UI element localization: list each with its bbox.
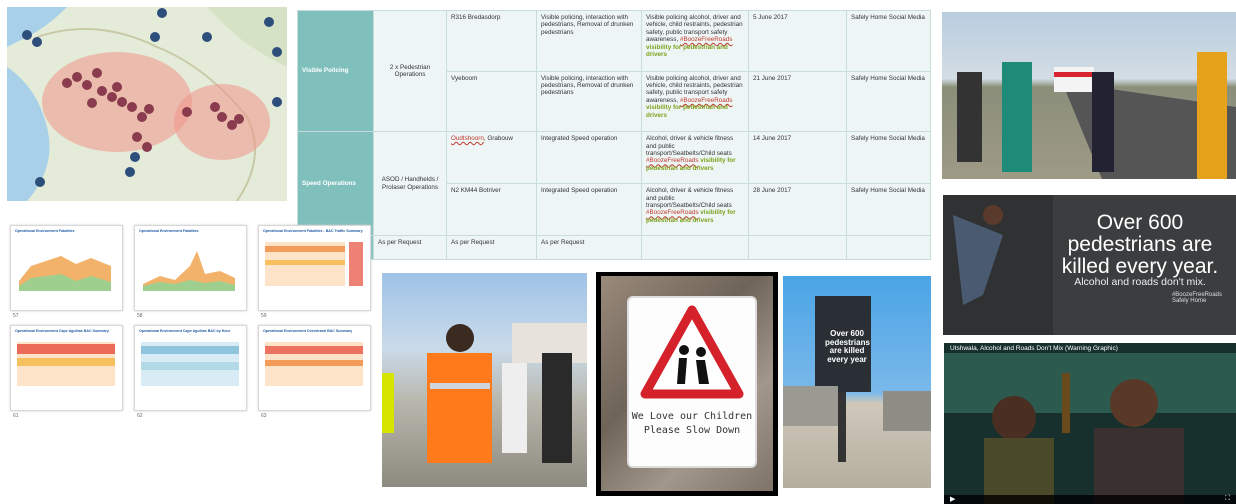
- media-link[interactable]: Safely Home Social Media: [847, 11, 931, 72]
- page-number: 61: [13, 413, 19, 419]
- heatmap-graphic: [11, 336, 122, 396]
- location-cell: Oudtshoorn, Grabouw: [447, 132, 537, 184]
- scene-graphic: [382, 273, 587, 487]
- page-number: 62: [137, 413, 143, 419]
- area-chart-graphic: [11, 236, 122, 296]
- hashtag: #BoozeFreeRoads: [1171, 292, 1222, 298]
- page-number: 58: [137, 313, 143, 319]
- media-link[interactable]: Safely Home Social Media: [847, 132, 931, 184]
- victim-graphic: [943, 195, 1053, 335]
- ad-hashtag: [1172, 292, 1222, 304]
- pedestrian-billboard-ad: [943, 195, 1236, 335]
- page-number: 59: [261, 313, 267, 319]
- dashboard-thumbnail[interactable]: [258, 325, 371, 419]
- officer-children-photo: [382, 273, 587, 487]
- date-cell: 14 June 2017: [749, 132, 847, 184]
- roadside-operation-photo: [942, 12, 1236, 179]
- request-cell: As per Request: [374, 236, 447, 260]
- date-cell: 21 June 2017: [749, 71, 847, 132]
- heatmap-graphic: [259, 236, 370, 296]
- dashboard-title: Operational Environment Overstrand BAC Summary: [263, 329, 353, 333]
- type-cell: Integrated Speed operation: [537, 184, 642, 236]
- location-cell: Vyeboom: [447, 71, 537, 132]
- dashboard-title: Operational Environment Fatalities: [139, 229, 199, 233]
- media-link[interactable]: Safely Home Social Media: [847, 71, 931, 132]
- headline-line: killed every year.: [1061, 255, 1219, 278]
- focus-cell: Alcohol, driver & vehicle fitness and public transport/Seatbelts/Child seats #BoozeFreeRoads visibility for pedestrian and drivers: [642, 184, 749, 236]
- headline-line: pedestrians are: [1067, 233, 1213, 256]
- billboard-line: pedestrians: [825, 337, 870, 347]
- type-cell: Visible policing, interaction with pedestrians, Removal of drunken pedestrians: [537, 71, 642, 132]
- warning-triangle-icon: [629, 298, 755, 408]
- table-row: [298, 11, 931, 72]
- school-zone-sign-photo: [596, 272, 778, 496]
- focus-cell: Alcohol, driver & vehicle fitness and public transport/Seatbelts/Child seats #BoozeFreeRoads visibility for pedestrian and drivers: [642, 132, 749, 184]
- video-frame: [944, 343, 1236, 504]
- ad-subline: Alcohol and roads don't mix.: [1074, 276, 1206, 288]
- heatmap-graphic: [259, 336, 370, 396]
- type-cell: Visible policing, interaction with pedestrians, Removal of drunken pedestrians: [537, 11, 642, 72]
- scene-graphic: [942, 12, 1236, 179]
- billboard-line: every year: [827, 354, 867, 364]
- date-cell: 5 June 2017: [749, 11, 847, 72]
- area-chart-graphic: [135, 236, 246, 296]
- sign-background: [601, 276, 773, 491]
- request-cell: As per Request: [447, 236, 537, 260]
- dashboard-title: Operational Environment Fatalities - BAC Traffic Summary: [263, 229, 363, 233]
- brand: Safely Home: [1171, 298, 1207, 304]
- sign-line: We Love our Children: [631, 411, 753, 422]
- sign-board: [627, 296, 757, 468]
- policing-operations-table: [297, 10, 930, 260]
- play-icon[interactable]: ▶: [950, 496, 956, 503]
- dashboard-thumbnail[interactable]: [10, 225, 123, 319]
- street-billboard-photo: [783, 276, 931, 488]
- dashboard-title: Operational Environment Fatalities: [15, 229, 75, 233]
- billboard-line: are killed: [829, 346, 865, 355]
- dashboard-title: Operational Environment Cape Agulhas BAC by Hour: [139, 329, 231, 333]
- sign-text: [629, 410, 755, 438]
- empty-cell: [642, 236, 749, 260]
- table-row: [298, 132, 931, 184]
- empty-cell: [847, 236, 931, 260]
- operations-map: [7, 7, 287, 201]
- map-graphic: [7, 7, 287, 201]
- dashboard-thumbnail[interactable]: [10, 325, 123, 419]
- billboard-line: Over 600: [830, 329, 864, 338]
- table-row: [298, 236, 931, 260]
- page-number: 63: [261, 413, 267, 419]
- request-cell: As per Request: [537, 236, 642, 260]
- billboard-structure: [783, 276, 931, 488]
- dashboard-thumbnail[interactable]: [258, 225, 371, 319]
- dashboard-title: Operational Environment Cape Agulhas BAC Summary: [15, 329, 109, 333]
- type-cell: Integrated Speed operation: [537, 132, 642, 184]
- empty-cell: [749, 236, 847, 260]
- page-number: 57: [13, 313, 19, 319]
- dashboard-thumbnail[interactable]: [134, 225, 247, 319]
- billboard-text: [825, 330, 869, 364]
- location-cell: N2 KM44 Botriver: [447, 184, 537, 236]
- ad-headline: [1047, 212, 1233, 278]
- headline-line: Over 600: [1096, 211, 1184, 234]
- fullscreen-icon[interactable]: ⛶: [1225, 495, 1230, 502]
- heatmap-graphic: [135, 336, 246, 396]
- focus-cell: Visible policing alcohol, driver and vehicle, child restraints, pedestrian safety, public transport safety awareness, #BoozeFreeRoads visibility for pedestrian and drivers: [642, 11, 749, 72]
- sign-line: Please Slow Down: [643, 425, 741, 436]
- date-cell: 28 June 2017: [749, 184, 847, 236]
- category-cell: Visible Policing: [298, 11, 374, 132]
- video-player[interactable]: [944, 343, 1236, 504]
- category-cell: Speed Operations: [298, 132, 374, 236]
- operation-cell: ASOD / Handhelds / Prolaser Operations: [374, 132, 447, 236]
- focus-cell: Visible policing alcohol, driver and vehicle, child restraints, pedestrian safety, public transport safety awareness, #BoozeFreeRoads visibility for pedestrian and drivers: [642, 71, 749, 132]
- location-cell: R316 Bredasdorp: [447, 11, 537, 72]
- operation-cell: 2 x Pedestrian Operations: [374, 11, 447, 132]
- media-link[interactable]: Safely Home Social Media: [847, 184, 931, 236]
- video-title: Utshwala, Alcohol and Roads Don't Mix (Warning Graphic): [950, 345, 1118, 352]
- dashboard-thumbnail[interactable]: [134, 325, 247, 419]
